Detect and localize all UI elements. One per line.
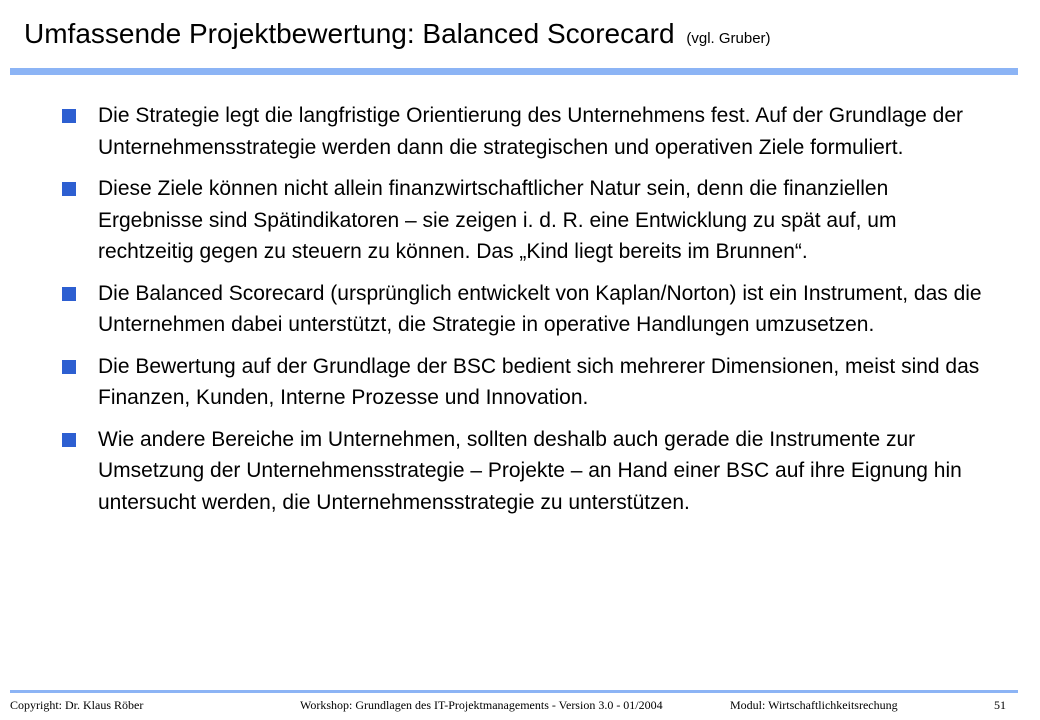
footer-copyright: Copyright: Dr. Klaus Röber	[10, 698, 144, 712]
bullet-item	[62, 100, 982, 163]
bullet-list	[62, 100, 982, 528]
square-bullet-icon	[62, 433, 76, 447]
footer-module: Modul: Wirtschaftlichkeitsrechung	[730, 698, 898, 712]
bullet-item	[62, 173, 982, 268]
square-bullet-icon	[62, 287, 76, 301]
bullet-item	[62, 351, 982, 414]
square-bullet-icon	[62, 109, 76, 123]
title-note: (vgl. Gruber)	[686, 30, 771, 47]
footer-workshop: Workshop: Grundlagen des IT-Projektmanagements - Version 3.0 - 01/2004	[300, 698, 663, 712]
footer-divider	[10, 690, 1018, 693]
title-text: Umfassende Projektbewertung: Balanced Scorecard	[24, 18, 675, 49]
bullet-item	[62, 278, 982, 341]
page-number: 51	[994, 698, 1006, 712]
square-bullet-icon	[62, 182, 76, 196]
title-divider	[10, 68, 1018, 75]
slide-title	[24, 14, 771, 59]
bullet-text: Wie andere Bereiche im Unternehmen, sollten deshalb auch gerade die Instrumente zur Umsetzung der Unternehmensstrategie – Projekte – an Hand einer BSC auf ihre Eignung hin untersucht werden, die Unternehmensstrategie zu unterstützen.	[98, 427, 962, 514]
bullet-text: Die Balanced Scorecard (ursprünglich entwickelt von Kaplan/Norton) ist ein Instrument, das die Unternehmen dabei unterstützt, die Strategie in operative Handlungen umzusetzen.	[98, 281, 982, 336]
bullet-text: Diese Ziele können nicht allein finanzwirtschaftlicher Natur sein, denn die finanziellen Ergebnisse sind Spätindikatoren – sie zeigen i. d. R. eine Entwicklung zu spät auf, um rechtzeitig gegen zu steuern zu können. Das „Kind liegt bereits im Brunnen“.	[98, 177, 897, 263]
bullet-text: Die Strategie legt die langfristige Orientierung des Unternehmens fest. Auf der Grundlage der Unternehmensstrategie werden dann die strategischen und operativen Ziele formuliert.	[98, 104, 963, 159]
bullet-item	[62, 424, 982, 519]
bullet-text: Die Bewertung auf der Grundlage der BSC bedient sich mehrerer Dimensionen, meist sind das Finanzen, Kunden, Interne Prozesse und Innovation.	[98, 354, 980, 409]
square-bullet-icon	[62, 360, 76, 374]
